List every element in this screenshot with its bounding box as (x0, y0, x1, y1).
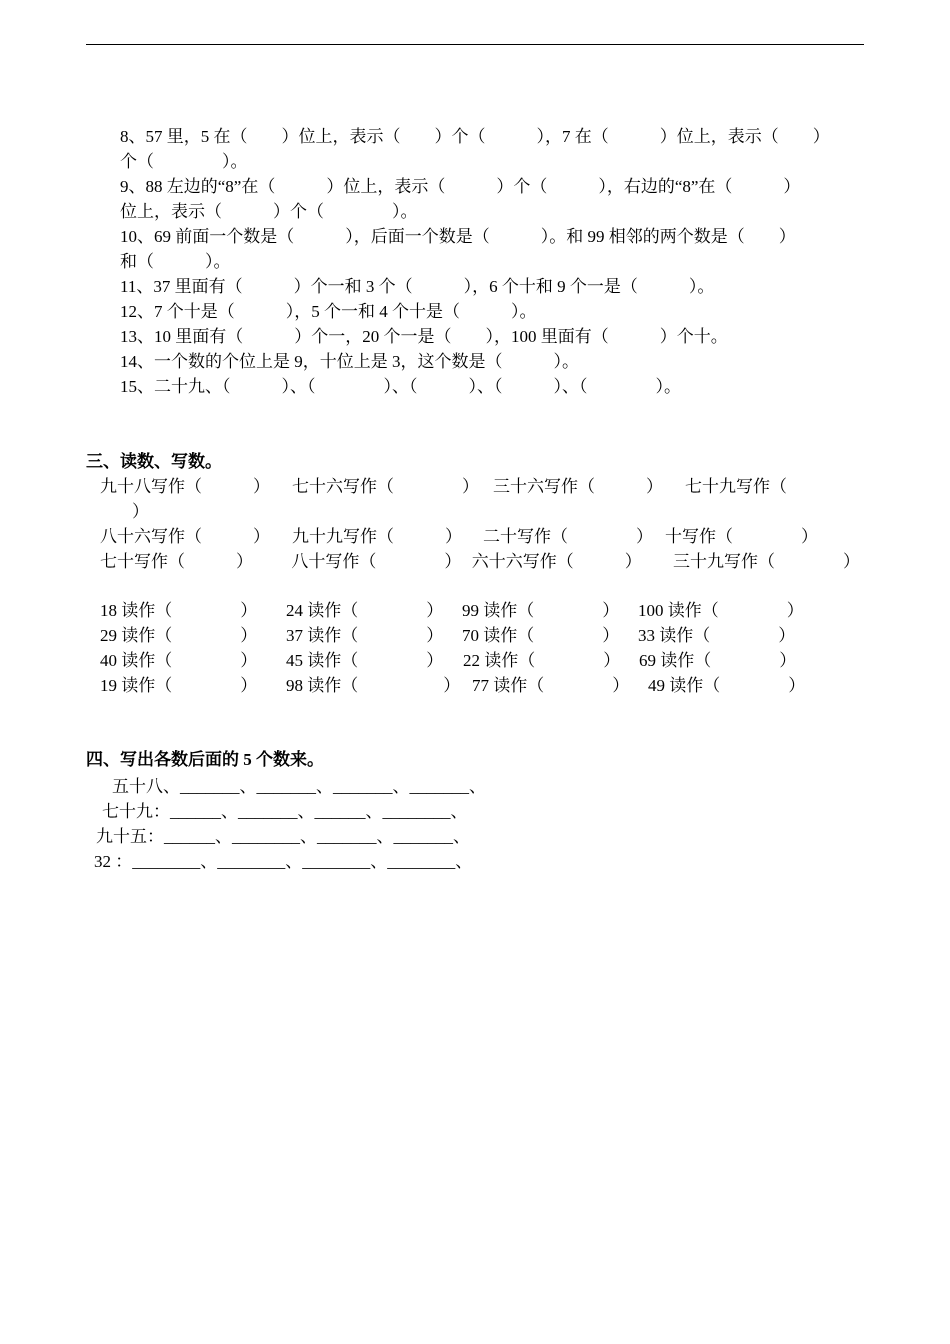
write-item: 七十九写作（ (685, 477, 787, 496)
read-item: 37 读作（ ） (286, 626, 444, 645)
header-rule (86, 44, 864, 45)
question-8-line-1: 8、57 里，5 在（ ）位上，表示（ ）个（ ），7 在（ ）位上，表示（ ） (120, 127, 830, 146)
read-item: 100 读作（ ） (638, 601, 804, 620)
section3-heading: 三、读数、写数。 (86, 452, 222, 471)
read-item: 24 读作（ ） (286, 601, 444, 620)
read-row-3 (100, 650, 860, 672)
write-item: 二十写作（ ） (483, 527, 653, 546)
write-item: 七十六写作（ ） (292, 477, 479, 496)
read-item: 40 读作（ ） (100, 651, 258, 670)
write-item: 十写作（ ） (665, 527, 818, 546)
read-item: 33 读作（ ） (638, 626, 796, 645)
write-row-2 (100, 526, 860, 548)
read-item: 77 读作（ ） (472, 676, 630, 695)
write-item: 六十六写作（ ） (471, 552, 642, 571)
question-12: 12、7 个十是（ ），5 个一和 4 个十是（ ）。 (120, 302, 537, 321)
read-item: 45 读作（ ） (286, 651, 444, 670)
write-item: 九十九写作（ ） (292, 527, 462, 546)
read-row-2 (100, 625, 860, 647)
question-14: 14、一个数的个位上是 9，十位上是 3，这个数是（ ）。 (120, 352, 579, 371)
question-13: 13、10 里面有（ ）个一，20 个一是（ ），100 里面有（ ）个十。 (120, 327, 728, 346)
write-row-3 (100, 551, 860, 573)
question-9-line-2: 位上，表示（ ）个（ ）。 (120, 202, 418, 221)
write-item: 三十六写作（ ） (493, 477, 663, 496)
read-item: 49 读作（ ） (648, 676, 806, 695)
write-item: 三十九写作（ ） (673, 552, 860, 571)
read-item: 99 读作（ ） (462, 601, 620, 620)
question-8-line-2: 个（ ）。 (120, 152, 248, 171)
read-item: 22 读作（ ） (463, 651, 621, 670)
question-11: 11、37 里面有（ ）个一和 3 个（ ），6 个十和 9 个一是（ ）。 (120, 277, 715, 296)
read-item: 70 读作（ ） (462, 626, 620, 645)
sequence-line-4: 32 ：________、________、________、________、 (94, 852, 473, 871)
sequence-line-3: 九十五：______、________、_______、_______、 (96, 827, 470, 846)
question-9-line-1: 9、88 左边的“8”在（ ）位上，表示（ ）个（ ），右边的“8”在（ ） (120, 177, 801, 196)
write-item: 七十写作（ ） (100, 552, 253, 571)
read-row-4 (100, 675, 860, 697)
write-item: 九十八写作（ ） (100, 477, 270, 496)
read-item: 19 读作（ ） (100, 676, 258, 695)
sequence-line-1: 五十八、_______、_______、_______、_______、 (112, 777, 486, 796)
read-item: 29 读作（ ） (100, 626, 258, 645)
sequence-line-2: 七十九：______、_______、______、________、 (102, 802, 468, 821)
write-row-1-wrap: ） (132, 502, 149, 521)
write-item: 八十六写作（ ） (100, 527, 270, 546)
read-item: 18 读作（ ） (100, 601, 258, 620)
read-item: 69 读作（ ） (639, 651, 797, 670)
read-row-1 (100, 600, 860, 622)
write-row-1 (100, 476, 860, 498)
write-item: 八十写作（ ） (291, 552, 462, 571)
question-15: 15、二十九、（ ）、（ ）、（ ）、（ ）、（ ）。 (120, 377, 681, 396)
question-10-line-2: 和（ ）。 (120, 252, 231, 271)
question-10-line-1: 10、69 前面一个数是（ ），后面一个数是（ ）。和 99 相邻的两个数是（ ） (120, 227, 796, 246)
section4-heading: 四、写出各数后面的 5 个数来。 (86, 750, 324, 769)
read-item: 98 读作（ ） (286, 676, 461, 695)
